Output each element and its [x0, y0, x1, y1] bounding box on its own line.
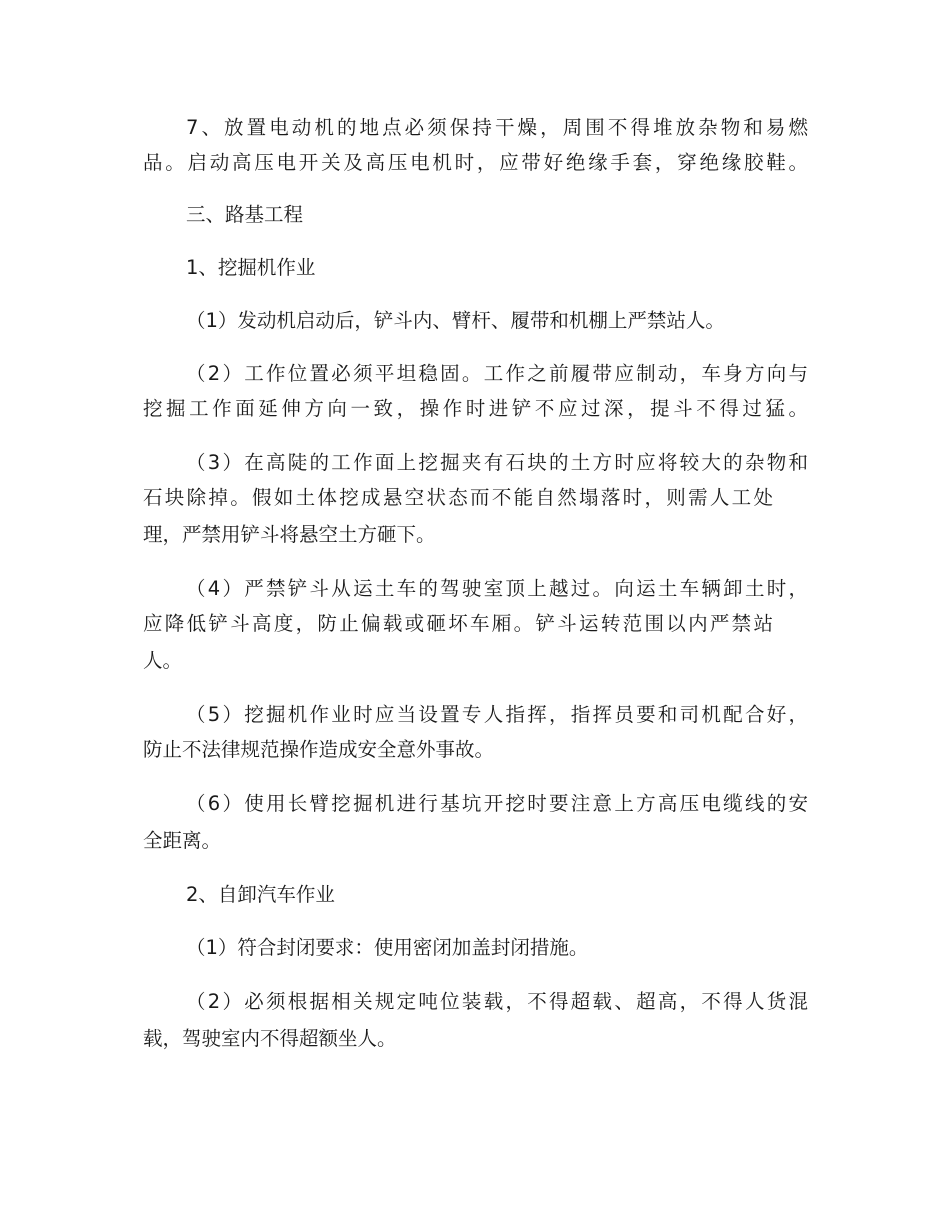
subsection-heading: 1、挖掘机作业 [186, 256, 316, 279]
text-line: （1）发动机启动后，铲斗内、臂杆、履带和机棚上严禁站人。 [186, 309, 725, 332]
text-line: （4）严禁铲斗从运土车的驾驶室顶上越过。向运土车辆卸土时， [186, 577, 808, 600]
text-line: 全距离。 [143, 829, 222, 852]
text-line: 载，驾驶室内不得超额坐人。 [143, 1027, 397, 1050]
text-line: 理，严禁用铲斗将悬空土方砸下。 [143, 523, 436, 546]
text-line: 人。 [143, 649, 183, 672]
text-line: （6）使用长臂挖掘机进行基坑开挖时要注意上方高压电缆线的安 [186, 792, 808, 815]
text-line: （5）挖掘机作业时应当设置专人指挥，指挥员要和司机配合好， [186, 703, 808, 726]
text-line: 7、放置电动机的地点必须保持干燥，周围不得堆放杂物和易燃 [186, 116, 808, 139]
text-line: 石块除掉。假如土体挖成悬空状态而不能自然塌落时，则需人工处 [143, 486, 773, 509]
text-line: （2）必须根据相关规定吨位装载，不得超载、超高，不得人货混 [186, 990, 808, 1013]
text-line: 挖掘工作面延伸方向一致，操作时进铲不应过深，提斗不得过猛。 [143, 397, 808, 420]
section-heading: 三、路基工程 [186, 203, 304, 226]
text-line: （2）工作位置必须平坦稳固。工作之前履带应制动，车身方向与 [186, 362, 808, 385]
subsection-heading: 2、自卸汽车作业 [186, 883, 335, 906]
text-line: 应降低铲斗高度，防止偏载或砸坏车厢。铲斗运转范围以内严禁站 [143, 612, 773, 635]
text-line: 防止不法律规范操作造成安全意外事故。 [143, 738, 495, 761]
text-line: （3）在高陡的工作面上挖掘夹有石块的土方时应将较大的杂物和 [186, 451, 808, 474]
text-line: （1）符合封闭要求：使用密闭加盖封闭措施。 [186, 936, 589, 959]
text-line: 品。启动高压电开关及高压电机时，应带好绝缘手套，穿绝缘胶鞋。 [143, 151, 808, 174]
